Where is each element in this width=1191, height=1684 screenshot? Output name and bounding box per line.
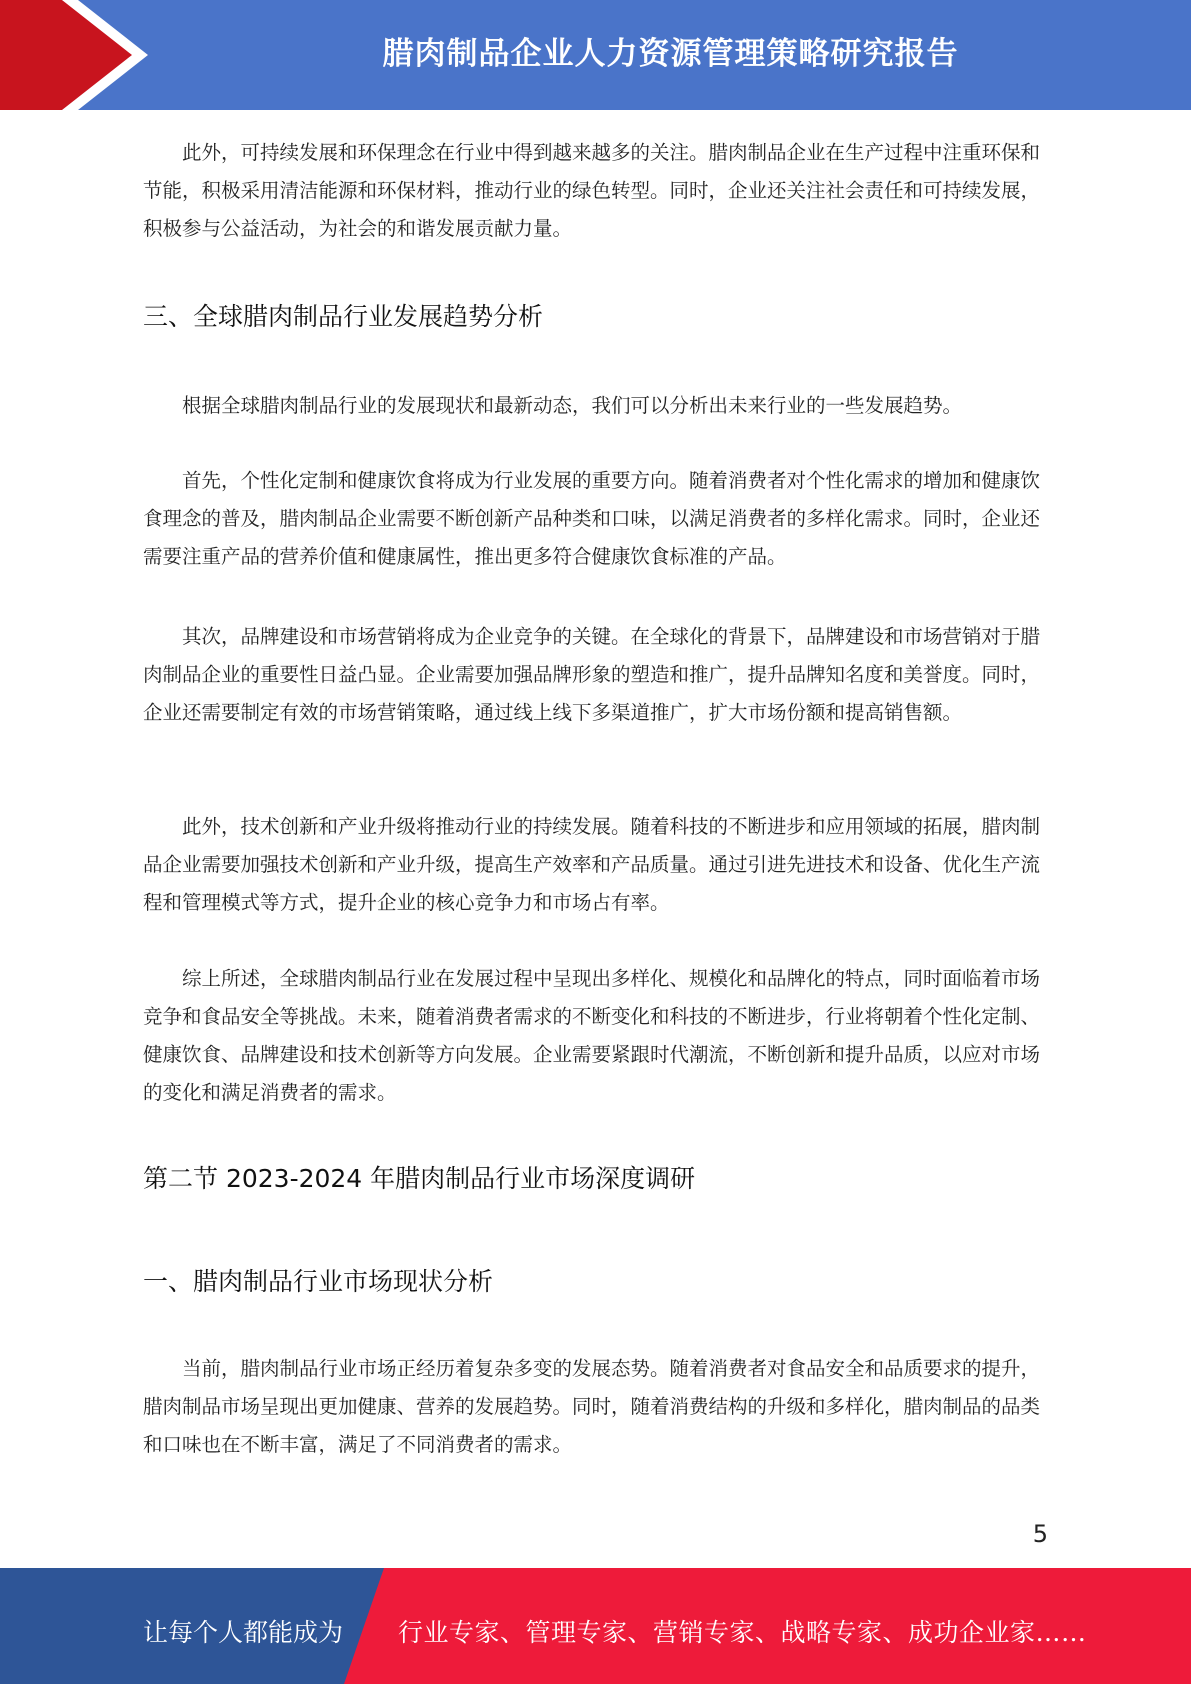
paragraph-sustainability: 此外，可持续发展和环保理念在行业中得到越来越多的关注。腊肉制品企业在生产过程中注重环保和节能，积极采用清洁能源和环保材料，推动行业的绿色转型。同时，企业还关注社会责任和可持续发展，积极参与公益活动，为社会的和谐发展贡献力量。: [143, 141, 1041, 240]
chapter-heading-market-research: 第二节 2023-2024 年腊肉制品行业市场深度调研: [143, 1164, 696, 1193]
paragraph-summary: 综上所述，全球腊肉制品行业在发展过程中呈现出多样化、规模化和品牌化的特点，同时面临着市场竞争和食品安全等挑战。未来，随着消费者需求的不断变化和科技的不断进步，行业将朝着个性化定制、健康饮食、品牌建设和技术创新等方向发展。企业需要紧跟时代潮流，不断创新和提升品质，以应对市场的变化和满足消费者的需求。: [143, 967, 1041, 1104]
header-arrow-graphic: [0, 0, 160, 110]
page-number: 5: [1032, 1520, 1048, 1548]
header-title: 腊肉制品企业人力资源管理策略研究报告: [382, 36, 959, 72]
footer-slogan-right: 行业专家、管理专家、营销专家、战略专家、成功企业家……: [398, 1618, 1087, 1647]
paragraph-branding: 其次，品牌建设和市场营销将成为企业竞争的关键。在全球化的背景下，品牌建设和市场营销对于腊肉制品企业的重要性日益凸显。企业需要加强品牌形象的塑造和推广，提升品牌知名度和美誉度。同时，企业还需要制定有效的市场营销策略，通过线上线下多渠道推广，扩大市场份额和提高销售额。: [143, 625, 1041, 724]
page-footer: [0, 1568, 1191, 1684]
paragraph-tech-innovation: 此外，技术创新和产业升级将推动行业的持续发展。随着科技的不断进步和应用领域的拓展，腊肉制品企业需要加强技术创新和产业升级，提高生产效率和产品质量。通过引进先进技术和设备、优化生产流程和管理模式等方式，提升企业的核心竞争力和市场占有率。: [143, 815, 1041, 914]
paragraph-personalization: 首先，个性化定制和健康饮食将成为行业发展的重要方向。随着消费者对个性化需求的增加和健康饮食理念的普及，腊肉制品企业需要不断创新产品种类和口味，以满足消费者的多样化需求。同时，企业还需要注重产品的营养价值和健康属性，推出更多符合健康饮食标准的产品。: [143, 469, 1041, 568]
paragraph-trends-intro: 根据全球腊肉制品行业的发展现状和最新动态，我们可以分析出未来行业的一些发展趋势。: [182, 394, 963, 417]
section-heading-global-trends: 三、全球腊肉制品行业发展趋势分析: [143, 302, 544, 331]
paragraph-market-status: 当前，腊肉制品行业市场正经历着复杂多变的发展态势。随着消费者对食品安全和品质要求的提升，腊肉制品市场呈现出更加健康、营养的发展趋势。同时，随着消费结构的升级和多样化，腊肉制品的品类和口味也在不断丰富，满足了不同消费者的需求。: [143, 1357, 1041, 1456]
page-header: [0, 0, 1191, 110]
footer-slogan-left: 让每个人都能成为: [143, 1618, 344, 1647]
section-heading-market-status: 一、腊肉制品行业市场现状分析: [143, 1267, 494, 1296]
